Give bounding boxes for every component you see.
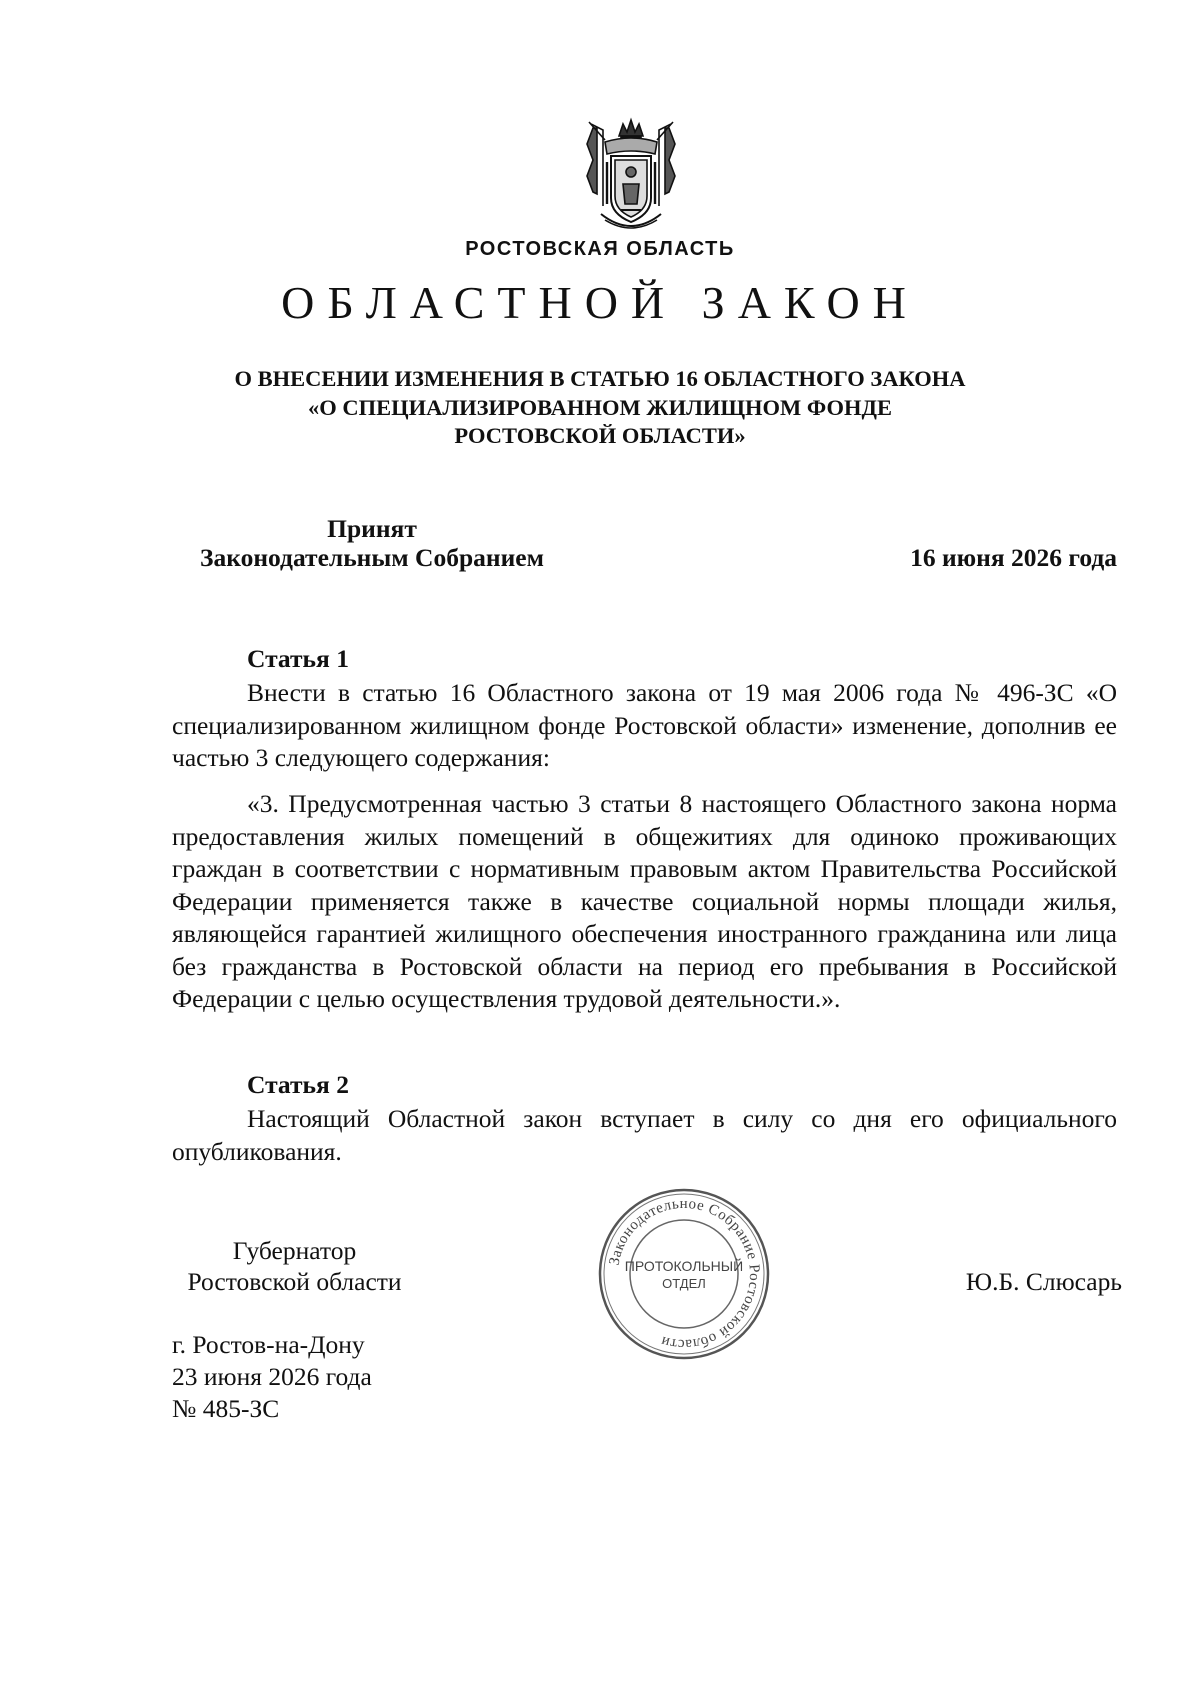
law-title-line-3: РОСТОВСКОЙ ОБЛАСТИ»: [454, 423, 746, 448]
law-number: № 485-ЗС: [172, 1394, 280, 1423]
governor-name: Ю.Б. Слюсарь: [965, 1267, 1122, 1296]
place-of-signing: г. Ростов-на-Дону: [172, 1330, 365, 1359]
adopted-label: Принят: [327, 514, 417, 543]
stamp-center-line-1: ПРОТОКОЛЬНЫЙ: [624, 1258, 744, 1274]
law-title-line-1: О ВНЕСЕНИИ ИЗМЕНЕНИЯ В СТАТЬЮ 16 ОБЛАСТНОГО ЗАКОНА: [234, 366, 966, 391]
article-2-heading: Статья 2: [247, 1070, 349, 1099]
adopted-by: Законодательным Собранием: [200, 543, 544, 572]
article-1-heading: Статья 1: [247, 644, 349, 673]
article-1-paragraph-1: Внести в статью 16 Областного закона от 19 мая 2006 года № 496-ЗС «О специализированном жилищном фонде Ростовской области» изменение, дополнив ее частью 3 следующего содержания:: [172, 678, 1117, 772]
region-name: РОСТОВСКАЯ ОБЛАСТЬ: [465, 238, 735, 260]
law-title-line-2: «О СПЕЦИАЛИЗИРОВАННОМ ЖИЛИЩНОМ ФОНДЕ: [307, 395, 893, 420]
document-type: ОБЛАСТНОЙ ЗАКОН: [281, 277, 919, 328]
governor-title: Губернатор: [232, 1236, 357, 1265]
article-1-paragraph-2: «3. Предусмотренная частью 3 статьи 8 настоящего Областного закона норма предоставления жилых помещений в общежитиях для одиноко проживающих граждан в соответствии с нормативным правовым актом Правительства Российской Федерации применяется также в качестве социальной нормы площади жилья, являющейся гарантией жилищного обеспечения иностранного гражданина или лица без гражданства в Ростовской области на период его пребывания в Российской Федерации с целью осуществления трудовой деятельности.».: [172, 789, 1117, 1013]
signing-date: 23 июня 2026 года: [172, 1362, 372, 1391]
coat-of-arms-icon: [583, 114, 679, 238]
seal-stamp: [597, 1187, 771, 1361]
adoption-date: 16 июня 2026 года: [910, 543, 1117, 572]
governor-region: Ростовской области: [187, 1267, 402, 1296]
stamp-center-line-2: ОТДЕЛ: [662, 1276, 706, 1291]
article-2-paragraph-1: Настоящий Областной закон вступает в силу со дня его официального опубликования.: [172, 1104, 1117, 1166]
stamp-ring-text: Законодательное Собрание Ростовской области: [606, 1195, 763, 1353]
